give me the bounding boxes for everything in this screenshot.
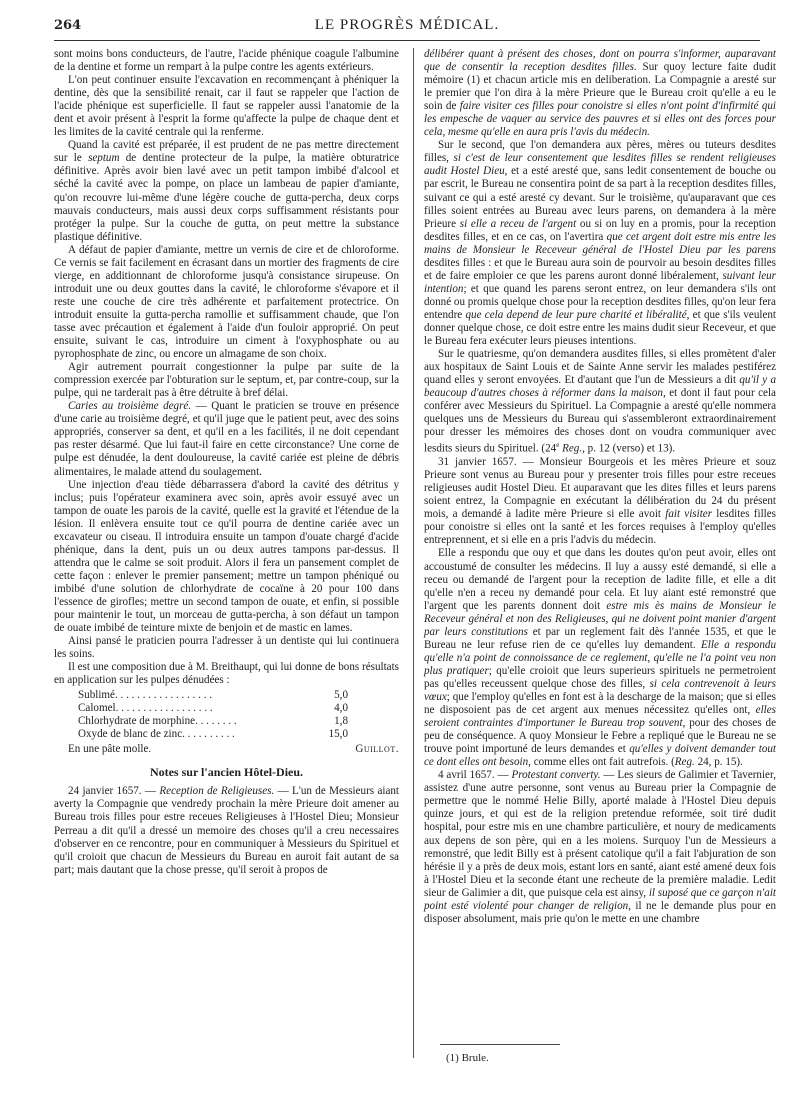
formula-row: Oxyde de blanc de zinc. . . . . . . . . . 15,0 — [78, 728, 348, 741]
running-header — [54, 14, 760, 41]
footnote-rule — [440, 1044, 560, 1045]
paragraph: A défaut de papier d'amiante, mettre un vernis de cire et de chloroforme. Ce vernis se fait facilement en écrasant dans un mortier des fragments de cire vierge, en additionnant de chloroforme jusqu'à consistance sirupeuse. On introduit une ou deux gouttes dans la cavité, le chloroforme s'évapore et il reste une couche de cire très adhérente et parfaitement protectrice. On introduit ensuite la gutta-percha ramollie et suffisamment chaude, que l'on tasse avec précaution et également à l'aide d'un fouloir approprié. On peut ensuite, suivant le cas, introduire un ciment à l'oxyphosphate ou au pyrophosphate de zinc, ou encore un almagame de son choix. — [54, 243, 399, 361]
formula-row: Chlorhydrate de morphine. . . . . . . . 1,8 — [78, 715, 348, 728]
formula-footer — [54, 743, 399, 756]
paragraph: Agir autrement pourrait congestionner la pulpe par suite de la compression exercée par l'obturation sur le septum, et, par contre-coup, sur la pulpe, qui ne tarderait pas à être détruite à bref délai. — [54, 361, 399, 400]
page-number: 264 — [54, 18, 82, 33]
section-title: Notes sur l'ancien Hôtel-Dieu. — [149, 765, 304, 780]
paragraph: délibérer quant à présent des choses, dont on pourra s'informer, auparavant que de consentir la reception desdites filles. Sur quoy lecture faite dudit mémoire (1) et chacun article mis en deliberation. La Compagnie a aresté sur le premier que l'on dira à la mère Prieure que le Bureau croit qu'elle a eu le soin de faire visiter ces filles pour conoistre si elles n'ont point d'infirmité qui les empesche de vaquer au service des pauvres et si elles ont des forces pour cela, mesme qu'elle en aura pris l'avis du médecin. — [424, 48, 777, 139]
running-title: LE PROGRÈS MÉDICAL. — [314, 17, 500, 33]
paragraph: 31 janvier 1657. — Monsieur Bourgeois et les mères Prieure et souz Prieure sont venus au Bureau pour y presenter trois filles pour estre receues religieuses audit Hostel Dieu. Et auparavant que les dites filles et leurs parens soient entrez, la Compagnie en exécutant la délibération du 24 du présent mois, a demandé à ladite mère Prieure si elle avoit fait visiter lesdites filles pour conoistre si elles ont la santé et les forces requises à l'employ qu'elles entreprennent, et si elle en a pris l'advis du médecin. — [424, 456, 776, 547]
paragraph: Caries au troisième degré. — Quant le praticien se trouve en présence d'une carie au troisième degré, et qu'il juge que le patient peut, avec des soins appropriés, conserver sa dent, et qu'il en a les facilités, il ne doit cependant pas rester désarmé. Que lui faut-il faire en cette circonstance? Une corne de pulpe est dénudée, la dent douloureuse, la cavité cariée est pleine de débris alimentaires, le malade attend du soulagement. — [54, 400, 399, 478]
paragraph: Sur le quatriesme, qu'on demandera ausdites filles, si elles promètent d'aler aux hospitaux de Saint Louis et de Sainte Anne servir les malades pestiférez quand elles y seront envoyées. Et d'autant que l'un de Messieurs a dit qu'il y a beaucoup d'autres choses à réformer dans la maison, et dont il faut pour cela conférer avec Messieurs du Spirituel. La Compagnie a aresté qu'elle nommera quelques uns de Messieurs du Bureau qui s'assembleront extraordinairement pour dresser les mémoires des choses dont on voudra communiquer avec lesdits sieurs du Spirituel. (24e Reg., p. 12 (verso) et 13). — [424, 348, 777, 456]
paragraph: 24 janvier 1657. — Reception de Religieuses. — L'un de Messieurs aiant averty la Compagnie que vendredy prochain la mère Prieure doit amener au Bureau trois filles pour estre receues Religieuses à l'Hostel Dieu; Monsieur Perreau a dit qu'il a dressé un memoire des choses qu'il a creu necessaires d'observer en ce rencontre, pour en communiquer à Messieurs du Spirituel et qu'il croioit que chacun de Messieurs du Bureau en auroit fait autant de sa part; mais dautant que la chose presse, qu'il seroit à propos de — [54, 785, 400, 876]
formula-row: Sublimé. . . . . . . . . . . . . . . . . . 5,0 — [78, 689, 348, 702]
paragraph: 4 avril 1657. — Protestant converty. — Les sieurs de Galimier et Tavernier, assistez d'une autre personne, sont venus au Bureau prier la Compagnie de permettre que le nommé Helie Billy, aporté malade à l'Hostel Dieu depuis quinze jours, et qui est de la religion pretendue reformée, soit tiré dudit hospital, pour estre mis en une chambre particulière, et noury de medicaments aux depens de son père, qui en a les moiens. Surquoy l'un de Messieurs a remonstré, que ledit Billy est à présent catolique qu'il a fait l'abjuration de son hérésie il y a près de deux mois, estant lors en santé, aiant esté amené deux fois à l'Hostel Dieu et la seconde étant une recheute de la première maladie. Ledit sieur de Galimier a dit, que puisque cela est ainsy, il suposé que ce garçon n'ait point esté violenté pour changer de religion, il ne le demande plus pour en disposer absolument, mais prie qu'on le mette en une chambre — [424, 769, 777, 925]
formula-note: En une pâte molle. — [68, 743, 152, 756]
paragraph: Une injection d'eau tiède débarrassera d'abord la cavité des détritus y inclus; puis l'opérateur examinera avec soin, après avoir essuyé avec un tampon de ouate les parois de la cavité, quelle est la gravité et l'étendue de la lésion. Il enlèvera ensuite tout ce qu'il pourra de dentine cariée avec un excavateur ou ciseau. Il introduira ensuite un tampon d'ouate chargé d'acide phénique, dans la dent, puis un ou deux autres tampons par-dessus. Il attendra que le calme se soit produit. Alors il fera un pansement complet de cette façon : enlever le premier pansement; mettre un tampon phéniqué ou imbibé d'une solution de chlorhydrate de cocaïne à 20 pour 100 dans l'essence de girofles; mettre un second tampon de ouate, et enfin, si possible pour maintenir le tout, un morceau de gutta-percha, à son défaut un tampon de ouate imbibé de teinture mixte de benjoin et de mastic en lames. — [54, 478, 399, 635]
paragraph: L'on peut continuer ensuite l'excavation en recommençant à phéniquer la dentine, dès que la sensibilité renait, car il faut se rappeler que l'action de l'acide phénique est superficielle. Il faut se rappeler aussi l'anatomie de la dent et avoir présent à l'esprit la forme qu'affecte la pulpe de chaque dent et les limites de la cavité centrale qui la renferme. — [54, 74, 399, 139]
left-column — [54, 48, 399, 877]
paragraph: Elle a respondu que ouy et que dans les doutes qu'on peut avoir, elles ont accoustumé de consulter les médecins. Il luy a aussy esté demandé, si elle a receu ou demandé de l'argent pour la reception de ladite fille, et elle a dit qu'elle n'en a receu ny demandé pour cela. Et luy aiant esté remonstré que l'argent que les parents donnent doit estre mis ès mains de Monsieur le Receveur général et non des Religieuses, qui ne doivent point manier d'argent par leurs constitutions et par un reglement fait dès l'année 1535, et que le Bureau ne leur refuse rien de ce qu'elles luy demandent. Elle a respondu qu'elle n'a point de connoissance de ce reglement, qu'elle ne l'a point veu non plus pratiquer; qu'elle croioit que leurs superieurs spirituels ne permetroient pas qu'elles receussent quelque chose des filles, si cela contrevenoit à leurs vœux; que l'employ qu'elles en font est à la descharge de la maison; que si elles ne disposoient pas de cet argent aux menues nécessitez qu'elles ont, elles seroient contraintes d'importuner le Bureau trop souvent, pour des choses de peu de conséquence. A quoy Monsieur le Febre a repliqué que le Bureau ne se trouve point importuné de leurs demandes et qu'elles y doivent demander tout ce dont elles ont besoin, comme elles ont fait autrefois. (Reg. 24, p. 15). — [424, 547, 776, 769]
formula-table — [78, 689, 348, 741]
paragraph: Il est une composition due à M. Breithaupt, qui lui donne de bons résultats en application sur les pulpes dénudées : — [54, 661, 399, 687]
column-divider — [413, 48, 414, 1058]
paragraph: Sur le second, que l'on demandera aux pères, mères ou tuteurs desdites filles, si c'est de leur consentement que lesdites filles se rendent religieuses audit Hostel Dieu, et a esté aresté que, sans ledit consentement de bouche ou par escrit, le Bureau ne consentira point de sa part à la reception desdites filles, suivant ce qui a esté aresté cy devant. Sur le troisième, qu'auparavant que ces filles soient entrées au Bureau avec leurs parens, on demandera à la mère Prieure si elle a receu de l'argent ou si on luy en a promis, pour la reception desdites filles, et en ce cas, on l'avertira que cet argent doit estre mis entre les mains de Monsieur le Receveur général de l'Hostel Dieu par les parens desdites filles : et que le Bureau aura soin de pourvoir au besoin desdites filles et de faire emploier ce que les parens auront donné libéralement, suivant leur intention; et que quand les parens seront entrez, on leur demandera s'ils ont donné ou promis quelque chose pour la reception desdites filles, qu'on leur fera entendre que cela depend de leur pure charité et libéralité, et que s'ils veulent donner quelque chose, ce doit estre entre les mains dudit sieur Receveur, et que le Bureau fera exécuter leurs pieuses intentions. — [424, 139, 776, 348]
formula-row: Calomel. . . . . . . . . . . . . . . . . . 4,0 — [78, 702, 348, 715]
footnote: (1) Brule. — [446, 1052, 489, 1064]
right-column — [424, 48, 776, 926]
paragraph: Ainsi pansé le praticien pourra l'adresser à un dentiste qui lui continuera les soins. — [54, 635, 399, 661]
author-signature: Guillot. — [355, 743, 399, 756]
paragraph: Quand la cavité est préparée, il est prudent de ne pas mettre directement sur le septum de dentine protecteur de la pulpe, la matière obturatrice définitive. Après avoir bien lavé avec un petit tampon imbibé d'alcool et séché la cavité avec la pompe, on place un lambeau de papier d'amiante, qu'on recouvre lui-même d'une légère couche de gutta-percha, deux corps mauvais conducteurs, mais aussi deux corps suffisamment résistants pour protéger la pulpe. Sur la couche de gutta, on peut mettre la substance plastique définitive. — [54, 139, 399, 243]
paragraph: sont moins bons conducteurs, de l'autre, l'acide phénique coagule l'albumine de la dentine et forme un rempart à la pulpe contre les agents extérieurs. — [54, 48, 399, 74]
section-heading: Caries au troisième degré. — [68, 400, 192, 413]
